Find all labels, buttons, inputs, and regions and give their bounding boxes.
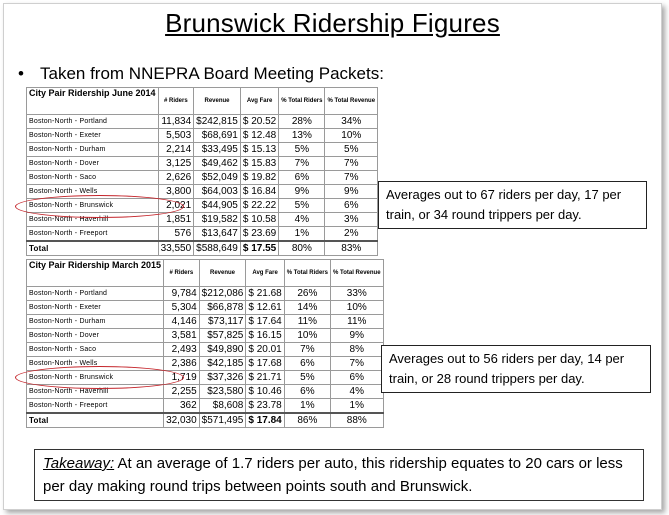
pct-riders-cell: 14%	[284, 301, 330, 315]
avg-fare-cell: $ 17.64	[246, 315, 284, 329]
riders-cell: 1,719	[164, 371, 200, 385]
slide-title: Brunswick Ridership Figures	[165, 8, 500, 38]
pct-revenue-cell: 7%	[325, 157, 378, 171]
pct-riders-cell: 1%	[284, 399, 330, 414]
route-cell: Boston-North - Saco	[27, 343, 164, 357]
source-bullet	[18, 64, 384, 84]
riders-cell: 3,581	[164, 329, 200, 343]
riders-cell: 2,255	[164, 385, 200, 399]
pct-riders-cell: 5%	[284, 371, 330, 385]
route-cell: Boston-North - Dover	[27, 157, 159, 171]
total-riders: 33,550	[158, 241, 194, 256]
brunswick-highlight-ring	[15, 195, 184, 218]
route-cell: Boston-North - Brunswick	[27, 199, 159, 213]
avg-fare-cell: $ 15.83	[240, 157, 278, 171]
pct-riders-cell: 13%	[279, 129, 325, 143]
route-cell: Boston-North - Haverhill	[27, 385, 164, 399]
route-cell: Boston-North - Haverhill	[27, 213, 159, 227]
riders-cell: 9,784	[164, 287, 200, 301]
takeaway-label: Takeaway:	[43, 455, 115, 472]
avg-fare-cell: $ 21.68	[246, 287, 284, 301]
total-pct-riders: 80%	[279, 241, 325, 256]
pct-riders-cell: 5%	[279, 143, 325, 157]
route-cell: Boston-North - Durham	[27, 143, 159, 157]
riders-cell: 11,834	[158, 115, 194, 129]
col-riders-header: # Riders	[164, 260, 200, 287]
revenue-cell: $49,890	[199, 343, 246, 357]
pct-revenue-cell: 8%	[330, 343, 383, 357]
route-cell: Boston-North - Wells	[27, 185, 159, 199]
table-header-row	[27, 260, 384, 287]
pct-riders-cell: 1%	[279, 227, 325, 242]
table-row	[27, 301, 384, 315]
riders-cell: 3,125	[158, 157, 194, 171]
avg-fare-cell: $ 23.78	[246, 399, 284, 414]
pct-revenue-cell: 4%	[330, 385, 383, 399]
table-row	[27, 129, 378, 143]
revenue-cell: $33,495	[194, 143, 241, 157]
pct-revenue-cell: 9%	[330, 329, 383, 343]
table-caption: City Pair Ridership June 2014	[27, 88, 159, 115]
ridership-table-june-2014	[26, 87, 378, 256]
route-cell: Boston-North - Exeter	[27, 129, 159, 143]
avg-fare-cell: $ 10.58	[240, 213, 278, 227]
brunswick-highlight-ring	[15, 366, 184, 389]
table-row	[27, 315, 384, 329]
riders-cell: 2,626	[158, 171, 194, 185]
total-riders: 32,030	[164, 413, 200, 428]
pct-riders-cell: 11%	[284, 315, 330, 329]
avg-fare-cell: $ 23.69	[240, 227, 278, 242]
table-row	[27, 171, 378, 185]
total-avg-fare: $ 17.55	[240, 241, 278, 256]
col-pct-riders-header: % Total Riders	[279, 88, 325, 115]
riders-cell: 576	[158, 227, 194, 242]
takeaway-box	[34, 449, 644, 501]
total-avg-fare: $ 17.84	[246, 413, 284, 428]
col-riders-header: # Riders	[158, 88, 194, 115]
pct-revenue-cell: 10%	[330, 301, 383, 315]
pct-riders-cell: 4%	[279, 213, 325, 227]
june-2014-average-note: Averages out to 67 riders per day, 17 per train, or 34 round trippers per day.	[378, 181, 647, 229]
revenue-cell: $68,691	[194, 129, 241, 143]
riders-cell: 362	[164, 399, 200, 414]
ridership-table-march-2015	[26, 259, 384, 428]
route-cell: Boston-North - Freeport	[27, 227, 159, 242]
pct-riders-cell: 9%	[279, 185, 325, 199]
table-row	[27, 343, 384, 357]
route-cell: Boston-North - Durham	[27, 315, 164, 329]
revenue-cell: $52,049	[194, 171, 241, 185]
pct-riders-cell: 6%	[279, 171, 325, 185]
revenue-cell: $66,878	[199, 301, 246, 315]
avg-fare-cell: $ 15.13	[240, 143, 278, 157]
riders-cell: 1,851	[158, 213, 194, 227]
pct-revenue-cell: 9%	[325, 185, 378, 199]
avg-fare-cell: $ 20.52	[240, 115, 278, 129]
total-row	[27, 413, 384, 428]
col-avg-fare-header: Avg Fare	[240, 88, 278, 115]
takeaway-text: At an average of 1.7 riders per auto, this ridership equates to 20 cars or less per day making round trips between points south and Brunswick.	[43, 455, 623, 495]
pct-revenue-cell: 11%	[330, 315, 383, 329]
pct-riders-cell: 26%	[284, 287, 330, 301]
col-revenue-header: Revenue	[194, 88, 241, 115]
revenue-cell: $49,462	[194, 157, 241, 171]
route-cell: Boston-North - Exeter	[27, 301, 164, 315]
total-row	[27, 241, 378, 256]
avg-fare-cell: $ 10.46	[246, 385, 284, 399]
pct-riders-cell: 6%	[284, 385, 330, 399]
revenue-cell: $212,086	[199, 287, 246, 301]
riders-cell: 4,146	[164, 315, 200, 329]
pct-riders-cell: 7%	[284, 343, 330, 357]
pct-riders-cell: 10%	[284, 329, 330, 343]
total-label: Total	[27, 241, 159, 256]
revenue-cell: $23,580	[199, 385, 246, 399]
col-pct-riders-header: % Total Riders	[284, 260, 330, 287]
avg-fare-cell: $ 16.15	[246, 329, 284, 343]
revenue-cell: $242,815	[194, 115, 241, 129]
col-pct-revenue-header: % Total Revenue	[325, 88, 378, 115]
pct-revenue-cell: 6%	[330, 371, 383, 385]
pct-revenue-cell: 1%	[330, 399, 383, 414]
pct-riders-cell: 6%	[284, 357, 330, 371]
col-pct-revenue-header: % Total Revenue	[330, 260, 383, 287]
route-cell: Boston-North - Saco	[27, 171, 159, 185]
table-body	[27, 287, 384, 414]
total-pct-riders: 86%	[284, 413, 330, 428]
pct-revenue-cell: 2%	[325, 227, 378, 242]
riders-cell: 2,214	[158, 143, 194, 157]
pct-riders-cell: 5%	[279, 199, 325, 213]
pct-revenue-cell: 5%	[325, 143, 378, 157]
table-row	[27, 329, 384, 343]
table-row	[27, 399, 384, 414]
table-row	[27, 115, 378, 129]
total-label: Total	[27, 413, 164, 428]
avg-fare-cell: $ 12.48	[240, 129, 278, 143]
riders-cell: 2,021	[158, 199, 194, 213]
riders-cell: 5,503	[158, 129, 194, 143]
pct-revenue-cell: 6%	[325, 199, 378, 213]
riders-cell: 5,304	[164, 301, 200, 315]
pct-revenue-cell: 7%	[325, 171, 378, 185]
route-cell: Boston-North - Wells	[27, 357, 164, 371]
pct-revenue-cell: 33%	[330, 287, 383, 301]
pct-revenue-cell: 34%	[325, 115, 378, 129]
avg-fare-cell: $ 16.84	[240, 185, 278, 199]
table-header-row	[27, 88, 378, 115]
avg-fare-cell: $ 22.22	[240, 199, 278, 213]
pct-riders-cell: 28%	[279, 115, 325, 129]
riders-cell: 2,493	[164, 343, 200, 357]
total-revenue: $571,495	[199, 413, 246, 428]
bullet-glyph: •	[18, 64, 24, 83]
total-pct-revenue: 83%	[325, 241, 378, 256]
pct-revenue-cell: 7%	[330, 357, 383, 371]
revenue-cell: $44,905	[194, 199, 241, 213]
avg-fare-cell: $ 20.01	[246, 343, 284, 357]
table-caption: City Pair Ridership March 2015	[27, 260, 164, 287]
route-cell: Boston-North - Portland	[27, 115, 159, 129]
avg-fare-cell: $ 17.68	[246, 357, 284, 371]
table-row	[27, 227, 378, 242]
table-row	[27, 143, 378, 157]
revenue-cell: $64,003	[194, 185, 241, 199]
table-body	[27, 115, 378, 242]
revenue-cell: $13,647	[194, 227, 241, 242]
revenue-cell: $73,117	[199, 315, 246, 329]
col-avg-fare-header: Avg Fare	[246, 260, 284, 287]
revenue-cell: $8,608	[199, 399, 246, 414]
revenue-cell: $37,326	[199, 371, 246, 385]
avg-fare-cell: $ 19.82	[240, 171, 278, 185]
pct-riders-cell: 7%	[279, 157, 325, 171]
table-row	[27, 287, 384, 301]
pct-revenue-cell: 10%	[325, 129, 378, 143]
avg-fare-cell: $ 21.71	[246, 371, 284, 385]
avg-fare-cell: $ 12.61	[246, 301, 284, 315]
march-2015-average-note: Averages out to 56 riders per day, 14 per train, or 28 round trippers per day.	[381, 345, 651, 393]
total-revenue: $588,649	[194, 241, 241, 256]
source-text: Taken from NNEPRA Board Meeting Packets:	[40, 64, 384, 83]
table-row	[27, 157, 378, 171]
route-cell: Boston-North - Portland	[27, 287, 164, 301]
col-revenue-header: Revenue	[199, 260, 246, 287]
total-pct-revenue: 88%	[330, 413, 383, 428]
revenue-cell: $42,185	[199, 357, 246, 371]
revenue-cell: $19,582	[194, 213, 241, 227]
route-cell: Boston-North - Freeport	[27, 399, 164, 414]
slide	[3, 3, 662, 510]
revenue-cell: $57,825	[199, 329, 246, 343]
riders-cell: 3,800	[158, 185, 194, 199]
route-cell: Boston-North - Dover	[27, 329, 164, 343]
pct-revenue-cell: 3%	[325, 213, 378, 227]
riders-cell: 2,386	[164, 357, 200, 371]
route-cell: Boston-North - Brunswick	[27, 371, 164, 385]
